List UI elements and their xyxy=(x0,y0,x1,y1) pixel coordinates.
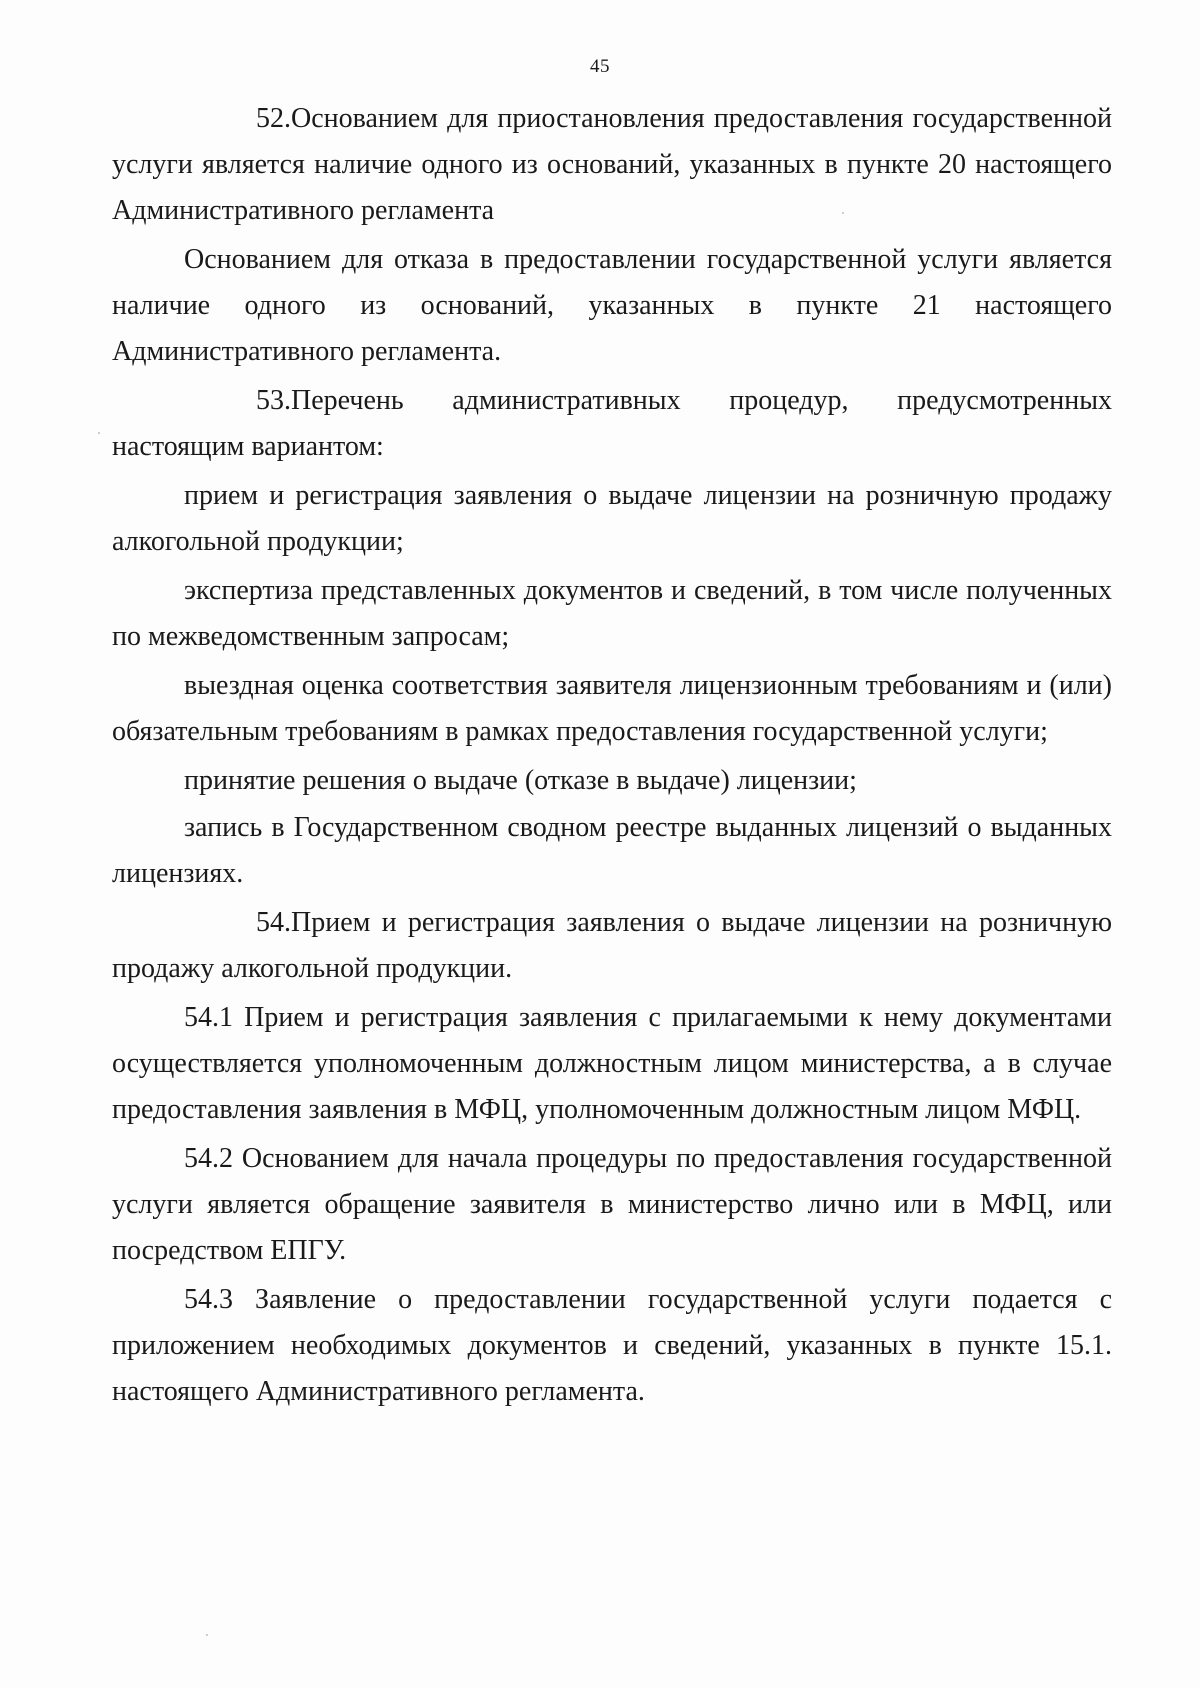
paragraph-53 xyxy=(112,378,1112,470)
paragraph-54-2 xyxy=(112,1136,1112,1274)
paragraph-54-3 xyxy=(112,1277,1112,1415)
paragraph-text: Прием и регистрация заявления о выдаче лицензии на розничную продажу алкогольной продукции. xyxy=(112,907,1112,984)
clause-number: 54. xyxy=(256,907,291,938)
paragraph-54-1 xyxy=(112,995,1112,1133)
page-number: 45 xyxy=(590,56,610,77)
paragraph-text: 54.1 Прием и регистрация заявления с прилагаемыми к нему документами осуществляется уполномоченным должностным лицом министерства, а в случае предоставления заявления в МФЦ, уполномоченным должностным лицом МФЦ. xyxy=(112,1002,1112,1125)
paragraph-text: 54.3 Заявление о предоставлении государственной услуги подается с приложением необходимых документов и сведений, указанных в пункте 15.1. настоящего Административного регламента. xyxy=(112,1284,1112,1407)
paragraph-text: Основанием для отказа в предоставлении государственной услуги является наличие одного из оснований, указанных в пункте 21 настоящего Административного регламента. xyxy=(112,244,1112,367)
list-item-registry-entry xyxy=(112,805,1112,897)
paragraph-text: принятие решения о выдаче (отказе в выдаче) лицензии; xyxy=(184,765,857,796)
list-item-reception xyxy=(112,473,1112,565)
paragraph-52 xyxy=(112,96,1112,234)
paragraph-text: 54.2 Основанием для начала процедуры по предоставления государственной услуги является обращение заявителя в министерство лично или в МФЦ, или посредством ЕПГУ. xyxy=(112,1143,1112,1266)
scan-artifact xyxy=(98,432,100,434)
paragraph-text: выездная оценка соответствия заявителя лицензионным требованиям и (или) обязательным требованиям в рамках предоставления государственной услуги; xyxy=(112,670,1112,747)
list-item-expertise xyxy=(112,568,1112,660)
clause-number: 53. xyxy=(256,385,291,416)
paragraph-text: прием и регистрация заявления о выдаче лицензии на розничную продажу алкогольной продукции; xyxy=(112,480,1112,557)
scan-artifact xyxy=(206,1634,208,1636)
scan-artifact xyxy=(842,212,844,214)
clause-number: 52. xyxy=(256,103,291,134)
paragraph-text: Перечень административных процедур, предусмотренных настоящим вариантом: xyxy=(112,385,1112,462)
paragraph-text: экспертиза представленных документов и сведений, в том числе полученных по межведомственным запросам; xyxy=(112,575,1112,652)
paragraph-text: Основанием для приостановления предоставления государственной услуги является наличие одного из оснований, указанных в пункте 20 настоящего Административного регламента xyxy=(112,103,1112,226)
paragraph-54 xyxy=(112,900,1112,992)
paragraph-52-refusal xyxy=(112,237,1112,375)
list-item-decision xyxy=(112,758,1112,804)
document-body xyxy=(112,96,1112,1418)
paragraph-text: запись в Государственном сводном реестре выданных лицензий о выданных лицензиях. xyxy=(112,812,1112,889)
list-item-site-assessment xyxy=(112,663,1112,755)
